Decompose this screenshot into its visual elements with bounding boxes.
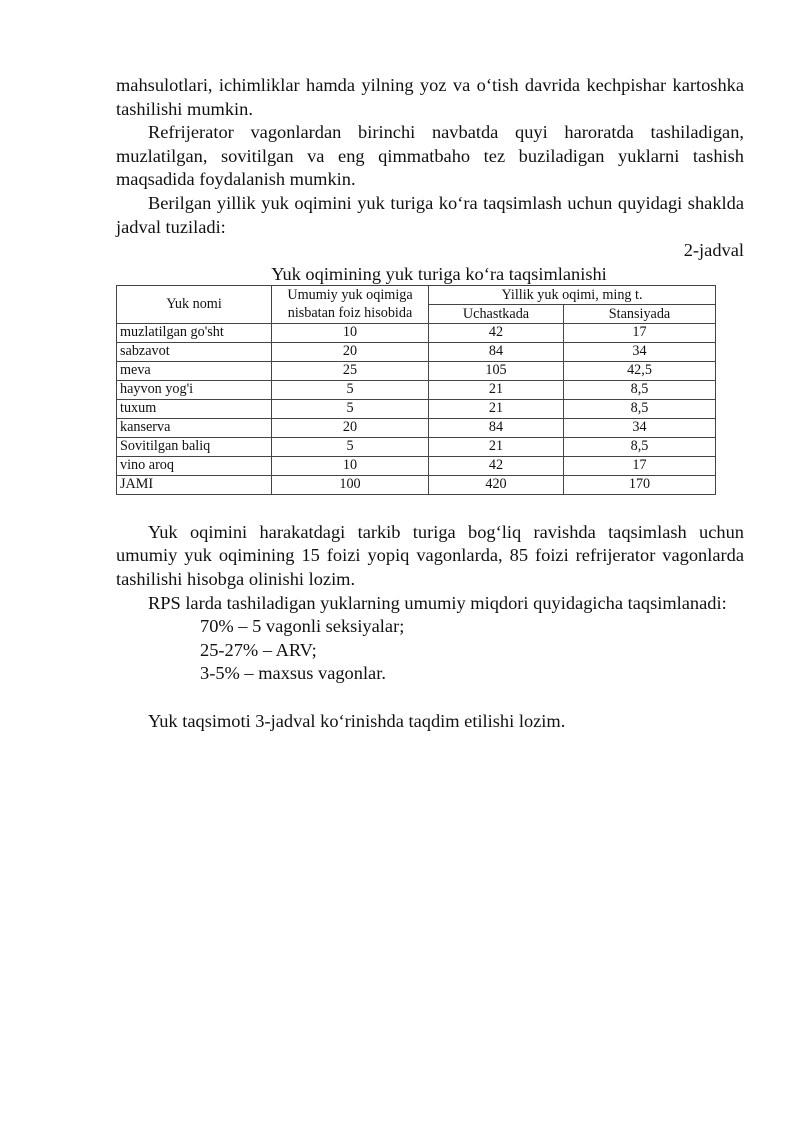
paragraph-refrigerator: Refrijerator vagonlardan birinchi navbatda quyi haroratda tashiladigan, muzlatilgan, sovitilgan va eng qimmatbaho tez buziladigan yuklarni tashish maqsadida foydalanish mumkin. [116,122,744,190]
cell-section: 21 [429,380,564,399]
cell-percent: 20 [272,342,429,361]
header-percent [272,285,429,323]
cell-cargo-name: hayvon yog'i [117,380,272,399]
table-row [117,342,716,361]
paragraph-table-intro: Berilgan yillik yuk oqimini yuk turiga ko‘ra taqsimlash uchun quyidagi shaklda jadval tuziladi: [116,192,744,237]
cell-cargo-name: kanserva [117,418,272,437]
cell-section: 42 [429,323,564,342]
header-section: Uchastkada [429,304,564,323]
table-row [117,399,716,418]
table-label: 2-jadval [683,240,744,261]
cell-station: 8,5 [564,399,716,418]
table-row [117,437,716,456]
paragraph-final: Yuk taqsimoti 3-jadval ko‘rinishda taqdim etilishi lozim. [148,710,566,731]
cell-percent: 100 [272,475,429,494]
cell-section: 21 [429,399,564,418]
header-station: Stansiyada [564,304,716,323]
cell-station: 8,5 [564,380,716,399]
list-item: 25-27% – ARV; [200,639,317,660]
header-percent-line1: Umumiy yuk oqimiga [287,287,413,304]
table-row [117,418,716,437]
header-cargo-name: Yuk nomi [117,285,272,323]
cell-section: 42 [429,456,564,475]
cell-cargo-name: muzlatilgan go'sht [117,323,272,342]
header-percent-line2: nisbatan foiz hisobida [287,305,413,322]
cell-percent: 5 [272,399,429,418]
table-row [117,323,716,342]
cell-percent: 10 [272,323,429,342]
table-caption: Yuk oqimining yuk turiga ko‘ra taqsimlanishi [271,263,607,284]
paragraph-rps: RPS larda tashiladigan yuklarning umumiy miqdori quyidagicha taqsimlanadi: [148,592,727,613]
paragraph-rolling-stock: Yuk oqimini harakatdagi tarkib turiga bog‘liq ravishda taqsimlash uchun umumiy yuk oqimining 15 foizi yopiq vagonlarda, 85 foizi refrijerator vagonlarda tashilishi hisobga olinishi lozim. [116,521,744,589]
cell-percent: 25 [272,361,429,380]
cell-station: 34 [564,342,716,361]
cell-station: 170 [564,475,716,494]
cell-cargo-name: meva [117,361,272,380]
cell-percent: 5 [272,437,429,456]
cargo-distribution-table [116,285,716,495]
cell-station: 34 [564,418,716,437]
table-row [117,380,716,399]
header-annual-flow: Yillik yuk oqimi, ming t. [429,285,716,304]
cell-percent: 20 [272,418,429,437]
cell-section: 84 [429,342,564,361]
cell-station: 8,5 [564,437,716,456]
cell-cargo-name: Sovitilgan baliq [117,437,272,456]
table-row [117,456,716,475]
cell-station: 17 [564,323,716,342]
spacer [116,495,744,521]
cell-section: 84 [429,418,564,437]
cell-cargo-name: sabzavot [117,342,272,361]
cell-cargo-name: JAMI [117,475,272,494]
list-item: 70% – 5 vagonli seksiyalar; [200,616,405,637]
table-row [117,361,716,380]
document-page [116,74,744,733]
cell-percent: 5 [272,380,429,399]
cell-station: 42,5 [564,361,716,380]
table-row [117,475,716,494]
spacer [116,686,744,710]
cell-section: 420 [429,475,564,494]
paragraph-intro: mahsulotlari, ichimliklar hamda yilning yoz va o‘tish davrida kechpishar kartoshka tashilishi mumkin. [116,75,744,119]
cell-percent: 10 [272,456,429,475]
cell-section: 105 [429,361,564,380]
cell-cargo-name: tuxum [117,399,272,418]
table-body [117,323,716,494]
cell-cargo-name: vino aroq [117,456,272,475]
cell-station: 17 [564,456,716,475]
cell-section: 21 [429,437,564,456]
list-item: 3-5% – maxsus vagonlar. [200,663,386,684]
